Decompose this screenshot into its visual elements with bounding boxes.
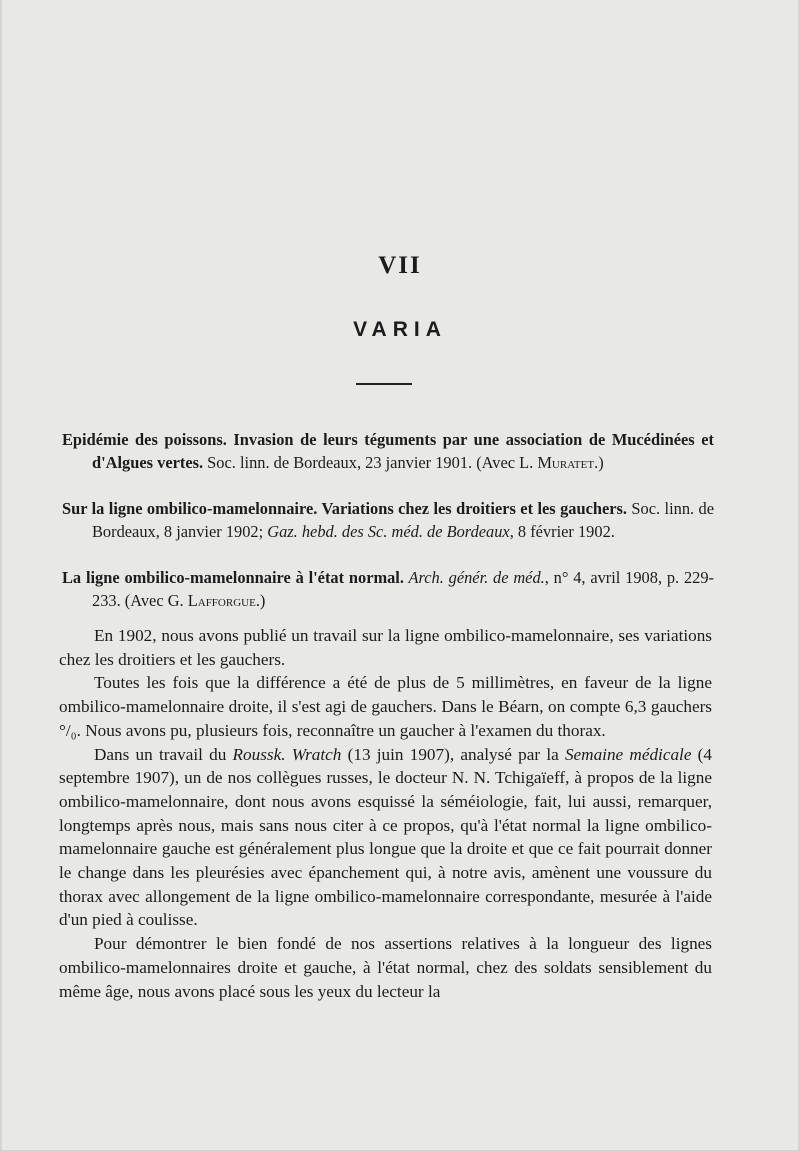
entry-source: Soc. linn. de Bordeaux, 23 janvier 1901. (Avec L. <box>203 453 538 472</box>
entry-source: , n° 4, avril 1908, p. 229-233. (Avec G. <box>92 568 715 610</box>
entry-tail: .) <box>255 591 266 610</box>
bibliography-entry <box>62 497 714 543</box>
entry-title: Sur la ligne ombilico-mamelonnaire. Variations chez les droitiers et les gauchers. <box>62 499 627 518</box>
journal-name: Semaine médicale <box>564 744 692 764</box>
paragraph <box>59 743 712 933</box>
divider-rule <box>356 383 412 385</box>
entry-source: Soc. linn. de Bordeaux, 8 janvier 1902; <box>92 499 715 541</box>
bibliography-entry <box>62 428 714 474</box>
entry-title: Epidémie des poissons. Invasion de leurs téguments par une association de Mucédinées et d'Algues vertes. <box>62 430 714 472</box>
entry-tail: , 8 février 1902. <box>509 522 615 541</box>
paragraph-text: (13 juin 1907), analysé par la <box>341 744 565 764</box>
paragraph-text: (4 septembre 1907), un de nos collègues russes, le docteur N. N. Tchigaïeff, à propos de la ligne ombilico-mamelonnaire, dont nous avons esquissé la séméiologie, fait, lui aussi, remarquer, longtemps après nous, mais sans nous citer à ce propos, qu'à l'état normal la ligne ombilico-mamelonnaire gauche est généralement plus longue que la droite et que ce fait pourrait donner le change dans les pleurésies avec épanchement qui, à notre avis, amènent une voussure du thorax avec allongement de la ligne ombilico-mamelonnaire correspondante, mesurée à l'aide d'un pied à coulisse. <box>59 744 713 930</box>
entry-coauthor: Lafforgue <box>187 591 256 610</box>
entry-journal: Gaz. hebd. des Sc. méd. de Bordeaux <box>267 522 510 541</box>
document-page <box>2 0 798 1150</box>
chapter-number: VII <box>378 252 422 279</box>
paragraph: En 1902, nous avons publié un travail sur la ligne ombilico-mamelonnaire, ses variations chez les droitiers et les gauchers. <box>59 626 712 669</box>
entry-title: La ligne ombilico-mamelonnaire à l'état normal. <box>62 568 404 587</box>
entry-tail: .) <box>594 453 604 472</box>
entry-coauthor: Muratet <box>537 453 595 472</box>
body-text <box>59 624 712 1003</box>
entry-journal: Arch. génér. de méd. <box>403 568 545 587</box>
journal-name: Roussk. Wratch <box>232 744 342 764</box>
bibliography-entry <box>62 566 714 612</box>
paragraph-text: Dans un travail du <box>94 744 233 764</box>
paragraph: Toutes les fois que la différence a été de plus de 5 millimètres, en faveur de la ligne ombilico-mamelonnaire droite, il s'est agi de gauchers. Dans le Béarn, on compte 6,3 gauchers °/₀. Nous avons pu, plusieurs fois, reconnaître un gaucher à l'examen du thorax. <box>59 673 712 740</box>
paragraph: Pour démontrer le bien fondé de nos assertions relatives à la longueur des lignes ombilico-mamelonnaires droite et gauche, à l'état normal, chez des soldats sensiblement du même âge, nous avons placé sous les yeux du lecteur la <box>59 934 712 1001</box>
section-title: VARIA <box>353 318 447 341</box>
